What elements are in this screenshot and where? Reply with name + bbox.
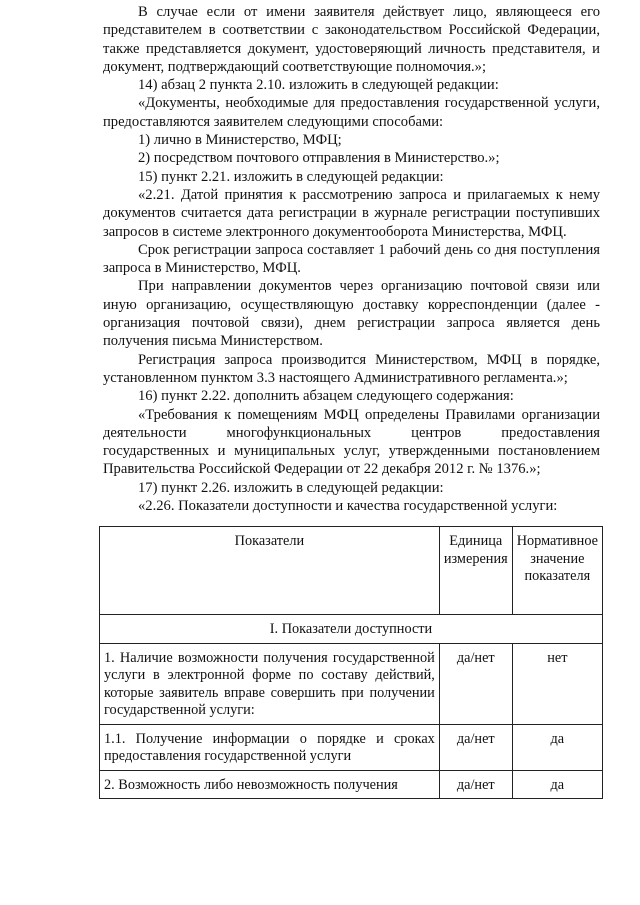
paragraph: Срок регистрации запроса составляет 1 рабочий день со дня поступления запроса в Министерство, МФЦ. xyxy=(103,241,600,277)
paragraph: 2) посредством почтового отправления в Министерство.»; xyxy=(138,150,500,167)
section-title: I. Показатели доступности xyxy=(100,615,603,644)
paragraph: 15) пункт 2.21. изложить в следующей редакции: xyxy=(138,168,444,185)
table-header-row xyxy=(100,527,603,615)
unit-cell: да/нет xyxy=(439,724,512,770)
indicator-cell: 2. Возможность либо невозможность получения xyxy=(100,770,440,799)
value-cell: да xyxy=(512,770,602,799)
paragraph: «Документы, необходимые для предоставления государственной услуги, предоставляются заявителем следующими способами: xyxy=(103,95,600,130)
paragraph: 1) лично в Министерство, МФЦ; xyxy=(138,132,342,149)
paragraph: 17) пункт 2.26. изложить в следующей редакции: xyxy=(138,479,444,496)
paragraph: В случае если от имени заявителя действует лицо, являющееся его представителем в соответствии с законодательством Российской Федерации, также представляется документ, удостоверяющий личность представителя, и документ, подтверждающий соответствующие полномочия.»; xyxy=(103,4,600,75)
header-norm-value: Нормативное значение показателя xyxy=(512,527,602,615)
table-section-row xyxy=(100,615,603,644)
indicator-cell: 1. Наличие возможности получения государственной услуги в электронной форме по составу действий, которые заявитель вправе совершить при получении государственной услуги: xyxy=(100,643,440,724)
unit-cell: да/нет xyxy=(439,643,512,724)
paragraph: 16) пункт 2.22. дополнить абзацем следующего содержания: xyxy=(138,388,514,405)
value-cell: да xyxy=(512,724,602,770)
indicator-cell: 1.1. Получение информации о порядке и сроках предоставления государственной услуги xyxy=(100,724,440,770)
header-unit: Единица измерения xyxy=(439,527,512,615)
table-row xyxy=(100,643,603,724)
paragraph: 14) абзац 2 пункта 2.10. изложить в следующей редакции: xyxy=(138,77,499,94)
paragraph: Регистрация запроса производится Министерством, МФЦ в порядке, установленном пунктом 3.3 настоящего Административного регламента.»; xyxy=(103,351,600,386)
header-indicators: Показатели xyxy=(100,527,440,615)
paragraph: При направлении документов через организацию почтовой связи или иную организацию, осуществляющую доставку корреспонденции (далее - организация почтовой связи), днем регистрации запроса является день получения письма Министерством. xyxy=(103,278,600,350)
unit-cell: да/нет xyxy=(439,770,512,799)
paragraph: «Требования к помещениям МФЦ определены Правилами организации деятельности многофункциональных центров предоставления государственных и муниципальных услуг, утвержденными постановлением Правительства Российской Федерации от 22 декабря 2012 г. № 1376.»; xyxy=(103,406,600,478)
paragraph: «2.21. Датой принятия к рассмотрению запроса и прилагаемых к нему документов считается дата регистрации в журнале регистрации поступивших запросов в системе электронного документооборота Министерства, МФЦ. xyxy=(103,186,600,240)
indicators-table xyxy=(99,526,603,799)
value-cell: нет xyxy=(512,643,602,724)
table-row xyxy=(100,770,603,799)
body-text xyxy=(103,3,600,515)
paragraph: «2.26. Показатели доступности и качества государственной услуги: xyxy=(138,498,558,515)
table-row xyxy=(100,724,603,770)
